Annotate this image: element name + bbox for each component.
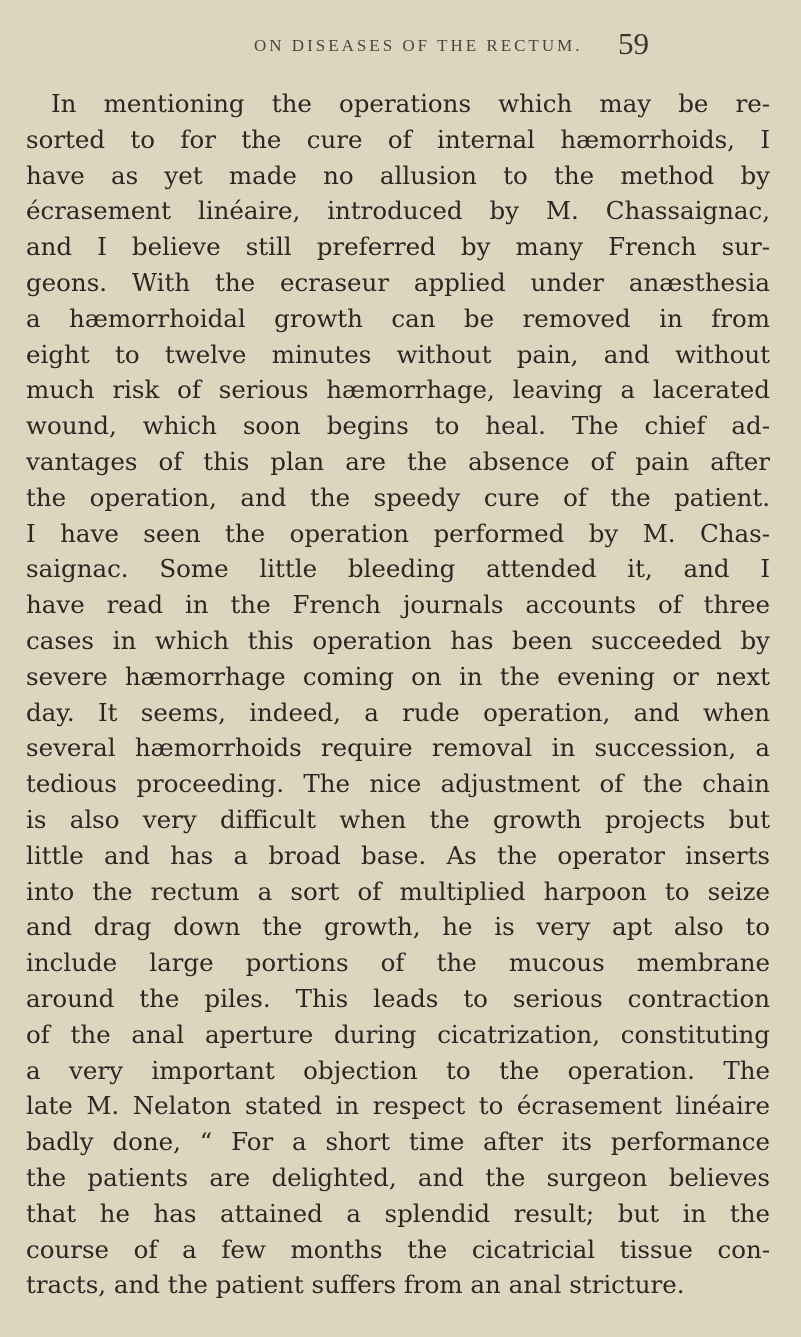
- text-line: vantages of this plan are the absence of pain after: [26, 447, 770, 476]
- text-line: saignac. Some little bleeding attended it, and I: [26, 554, 770, 584]
- text-line: écrasement linéaire, introduced by M. Chassaignac,: [26, 196, 770, 226]
- running-head: ON DISEASES OF THE RECTUM.: [254, 36, 583, 55]
- text-line: day. It seems, indeed, a rude operation, and when: [26, 697, 770, 727]
- text-line: and drag down the growth, he is very apt also to: [26, 912, 770, 942]
- page-number: 59: [618, 26, 649, 61]
- text-line: have as yet made no allusion to the method by: [26, 160, 770, 190]
- text-line: the operation, and the speedy cure of the patient.: [26, 482, 770, 512]
- text-line: sorted to for the cure of internal hæmorrhoids, I: [26, 124, 770, 154]
- text-line: a hæmorrhoidal growth can be removed in from: [26, 303, 770, 333]
- text-line: little and has a broad base. As the operator inserts: [26, 840, 770, 870]
- text-line: course of a few months the cicatricial tissue con-: [26, 1234, 770, 1264]
- text-line: several hæmorrhoids require removal in succession, a: [26, 733, 770, 763]
- text-line: is also very difficult when the growth projects but: [26, 805, 770, 834]
- text-line: into the rectum a sort of multiplied harpoon to seize: [26, 876, 770, 906]
- text-line: late M. Nelaton stated in respect to écrasement linéaire: [26, 1091, 770, 1121]
- text-line: include large portions of the mucous membrane: [26, 948, 770, 978]
- text-line: I have seen the operation performed by M. Chas-: [26, 518, 770, 548]
- text-line: cases in which this operation has been succeeded by: [26, 626, 770, 655]
- text-line: have read in the French journals accounts of three: [26, 590, 770, 620]
- text-line: tracts, and the patient suffers from an anal stricture.: [26, 1270, 685, 1300]
- text-line: of the anal aperture during cicatrization, constituting: [26, 1019, 770, 1049]
- text-line: tedious proceeding. The nice adjustment of the chain: [26, 769, 770, 799]
- text-line: that he has attained a splendid result; but in the: [26, 1198, 770, 1228]
- text-line: badly done, “ For a short time after its performance: [26, 1127, 770, 1157]
- text-line: much risk of serious hæmorrhage, leaving a lacerated: [26, 375, 770, 405]
- text-line: eight to twelve minutes without pain, and without: [26, 339, 770, 369]
- text-line: around the piles. This leads to serious contraction: [26, 984, 770, 1013]
- text-line: In mentioning the operations which may be re-: [51, 89, 770, 118]
- text-line: severe hæmorrhage coming on in the evening or next: [26, 661, 770, 691]
- text-line: geons. With the ecraseur applied under anæsthesia: [26, 268, 770, 297]
- text-line: a very important objection to the operation. The: [26, 1055, 770, 1085]
- text-line: the patients are delighted, and the surgeon believes: [26, 1163, 770, 1192]
- text-line: and I believe still preferred by many French sur-: [26, 232, 770, 262]
- text-line: wound, which soon begins to heal. The chief ad-: [26, 411, 770, 441]
